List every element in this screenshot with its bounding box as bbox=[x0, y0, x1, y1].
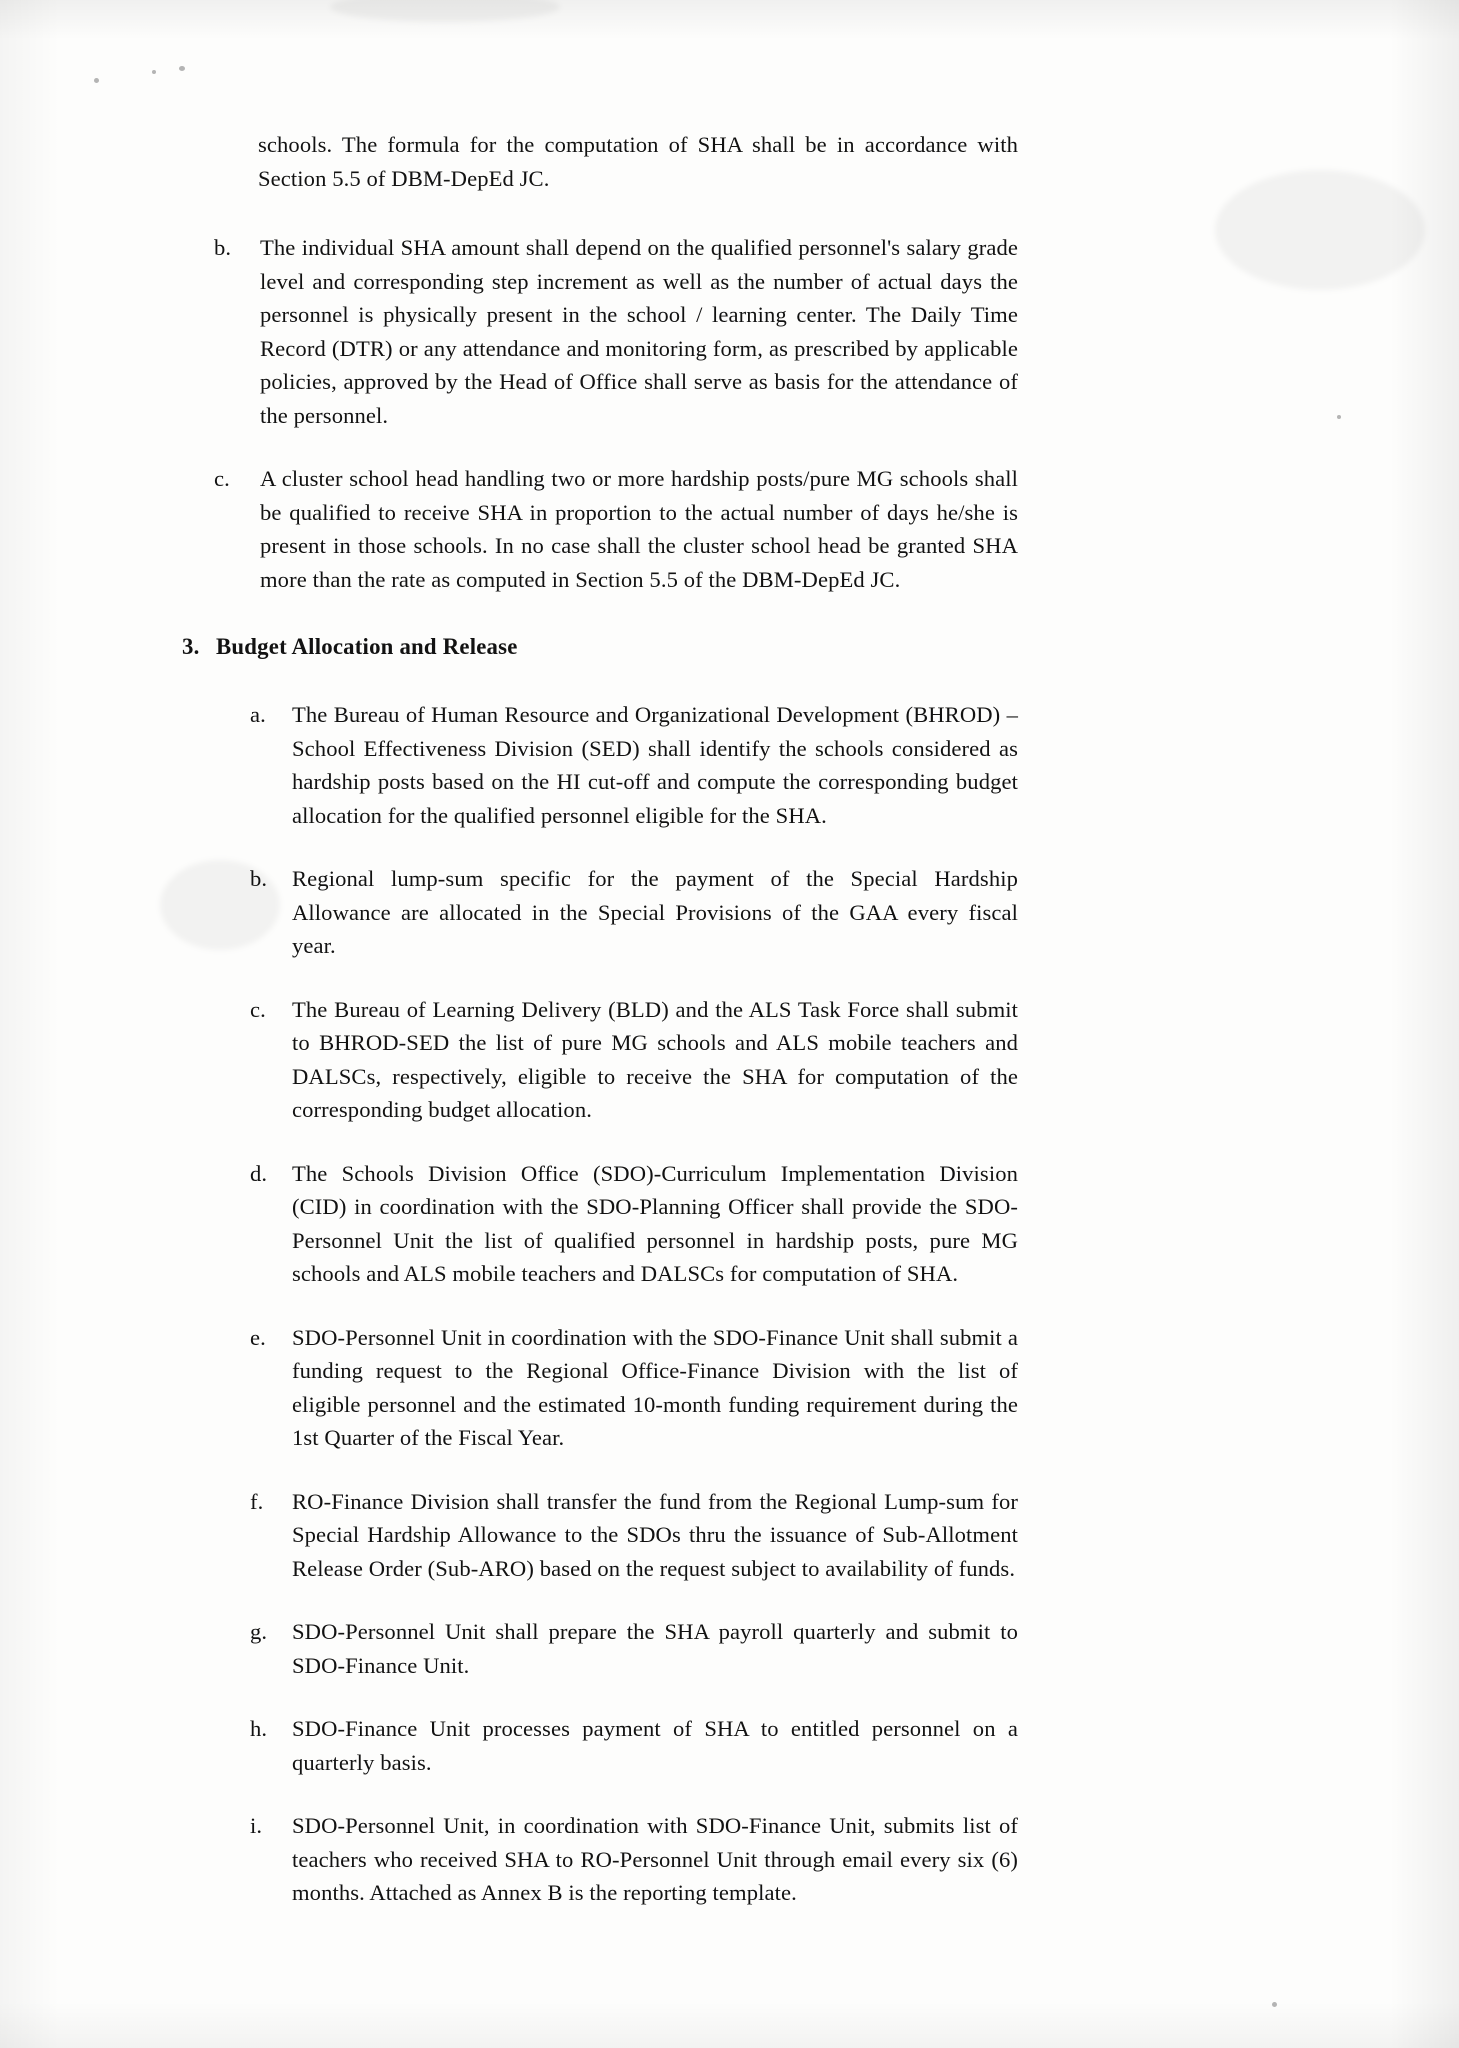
scan-shadow-bottom bbox=[0, 2002, 1459, 2048]
list-marker: f. bbox=[250, 1488, 264, 1514]
list-item-text: SDO-Personnel Unit, in coordination with SDO-Finance Unit, submits list of teachers who received SHA to RO-Personnel Unit through email every six (6) months. Attached as Annex B is the reporting template. bbox=[292, 1813, 1018, 1905]
spacer bbox=[250, 432, 1018, 462]
section-list-item-f bbox=[250, 1485, 1018, 1586]
document-body bbox=[182, 128, 1018, 1910]
spacer bbox=[250, 1585, 1018, 1615]
scan-speck bbox=[179, 66, 185, 71]
scan-shadow-left bbox=[0, 0, 60, 2048]
scan-smudge bbox=[1215, 170, 1425, 290]
section-heading-3 bbox=[182, 632, 1018, 662]
list-item-text: A cluster school head handling two or more hardship posts/pure MG schools shall be qualified to receive SHA in proportion to the actual number of days he/she is present in those schools. In no case shall the cluster school head be granted SHA more than the rate as computed in Section 5.5 of the DBM-DepEd JC. bbox=[260, 466, 1018, 592]
section-list-item-d bbox=[250, 1157, 1018, 1291]
list-item-text: The Schools Division Office (SDO)-Curriculum Implementation Division (CID) in coordination with the SDO-Planning Officer shall provide the SDO-Personnel Unit the list of qualified personnel in hardship posts, pure MG schools and ALS mobile teachers and DALSCs for computation of SHA. bbox=[292, 1160, 1018, 1286]
list-item-text: SDO-Finance Unit processes payment of SHA to entitled personnel on a quarterly basis. bbox=[292, 1716, 1018, 1775]
list-marker: h. bbox=[250, 1716, 268, 1741]
list-marker: e. bbox=[250, 1324, 266, 1350]
list-item-text: SDO-Personnel Unit in coordination with the SDO-Finance Unit shall submit a funding request to the Regional Office-Finance Division with the list of eligible personnel and the estimated 10-month funding requirement during the 1st Quarter of the Fiscal Year. bbox=[292, 1324, 1018, 1450]
list-marker: c. bbox=[214, 466, 230, 491]
scan-shadow-right bbox=[1389, 0, 1459, 2048]
section-number: 3. bbox=[182, 634, 200, 659]
list-marker: b. bbox=[250, 866, 268, 891]
spacer bbox=[250, 1779, 1018, 1809]
spacer bbox=[250, 195, 1018, 231]
list-marker: b. bbox=[214, 235, 232, 260]
list-marker: i. bbox=[250, 1813, 263, 1838]
list-item-text: The individual SHA amount shall depend on the qualified personnel's salary grade level and corresponding step increment as well as the number of actual days the personnel is physically present in the school / learning center. The Daily Time Record (DTR) or any attendance and monitoring form, as prescribed by applicable policies, approved by the Head of Office shall serve as basis for the attendance of the personnel. bbox=[260, 235, 1018, 428]
spacer bbox=[250, 596, 1018, 632]
scan-shadow-top bbox=[0, 0, 1459, 40]
section-list-item-h bbox=[250, 1712, 1018, 1779]
spacer bbox=[250, 1455, 1018, 1485]
spacer bbox=[250, 662, 1018, 698]
spacer bbox=[250, 963, 1018, 993]
list-item-c bbox=[214, 462, 1018, 596]
list-item-b bbox=[214, 231, 1018, 432]
section-title: Budget Allocation and Release bbox=[216, 634, 518, 659]
spacer bbox=[250, 1127, 1018, 1157]
section-list-item-g bbox=[250, 1615, 1018, 1682]
scan-speck bbox=[1337, 415, 1341, 419]
scan-smudge bbox=[330, 0, 560, 22]
list-item-text: SDO-Personnel Unit shall prepare the SHA payroll quarterly and submit to SDO-Finance Unit. bbox=[292, 1619, 1018, 1678]
scan-speck bbox=[1272, 2002, 1277, 2007]
list-item-text: The Bureau of Learning Delivery (BLD) and the ALS Task Force shall submit to BHROD-SED the list of pure MG schools and ALS mobile teachers and DALSCs, respectively, eligible to receive the SHA for computation of the corresponding budget allocation. bbox=[292, 996, 1018, 1122]
spacer bbox=[250, 1291, 1018, 1321]
list-item-text: RO-Finance Division shall transfer the fund from the Regional Lump-sum for Special Hardship Allowance to the SDOs thru the issuance of Sub-Allotment Release Order (Sub-ARO) based on the request subject to availability of funds. bbox=[292, 1488, 1018, 1581]
list-marker: g. bbox=[250, 1619, 268, 1644]
scan-speck bbox=[152, 70, 156, 74]
section-list-item-i bbox=[250, 1809, 1018, 1910]
section-list-item-c bbox=[250, 993, 1018, 1127]
section-list-item-e bbox=[250, 1321, 1018, 1455]
list-marker: a. bbox=[250, 702, 266, 727]
list-marker: d. bbox=[250, 1160, 268, 1186]
section-list-item-a bbox=[250, 698, 1018, 832]
list-marker: c. bbox=[250, 996, 266, 1022]
scan-speck bbox=[94, 78, 99, 83]
section-list-item-b bbox=[250, 862, 1018, 963]
spacer bbox=[250, 1682, 1018, 1712]
list-item-text: Regional lump-sum specific for the payment of the Special Hardship Allowance are allocated in the Special Provisions of the GAA every fiscal year. bbox=[292, 866, 1018, 958]
continuation-paragraph: schools. The formula for the computation of SHA shall be in accordance with Section 5.5 of DBM-DepEd JC. bbox=[258, 132, 1018, 191]
spacer bbox=[250, 832, 1018, 862]
list-item-text: The Bureau of Human Resource and Organizational Development (BHROD) – School Effectiveness Division (SED) shall identify the schools considered as hardship posts based on the HI cut-off and compute the corresponding budget allocation for the qualified personnel eligible for the SHA. bbox=[292, 702, 1018, 828]
